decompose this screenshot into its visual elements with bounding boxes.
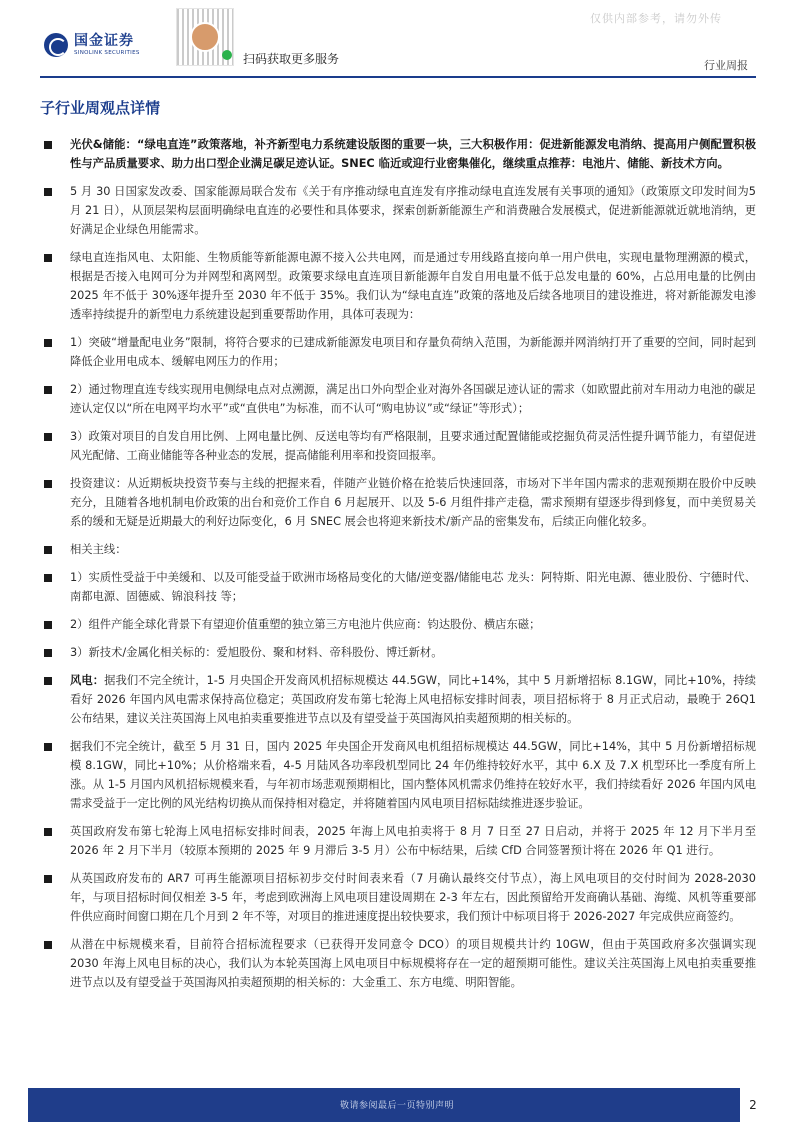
bullet-icon bbox=[44, 743, 52, 751]
paragraph bbox=[44, 182, 756, 239]
logo-en: SINOLINK SECURITIES bbox=[74, 50, 140, 56]
bullet-icon bbox=[44, 574, 52, 582]
paragraph-summary-solar bbox=[44, 135, 756, 173]
watermark: 仅供内部参考，请勿外传 bbox=[590, 12, 722, 25]
paragraph bbox=[44, 935, 756, 992]
bullet-icon bbox=[44, 649, 52, 657]
paragraph-text: 2）通过物理直连专线实现用电侧绿电点对点溯源，满足出口外向型企业对海外各国碳足迹认证的需求（如欧盟此前对车用动力电池的碳足迹认定仅以“所在电网平均水平”或“直供电”为标准，而不认可“购电协议”或“绿证”等形式）； bbox=[70, 383, 756, 415]
paragraph bbox=[44, 427, 756, 465]
paragraph-text: 1）实质性受益于中美缓和、以及可能受益于欧洲市场格局变化的大储/逆变器/储能电芯 龙头：阿特斯、阳光电源、德业股份、宁德时代、南都电源、固德威、锦浪科技 等； bbox=[70, 571, 756, 603]
paragraph-text: 3）新技术/金属化相关标的：爱旭股份、聚和材料、帝科股份、博迁新材。 bbox=[70, 646, 443, 659]
paragraph bbox=[44, 540, 756, 559]
paragraph-text: 5 月 30 日国家发改委、国家能源局联合发布《关于有序推动绿电直连发有序推动绿电直连发展有关事项的通知》（政策原文印发时间为5 月 21 日），从顶层架构层面明确绿电直连的必要性和具体要求，探索创新新能源生产和消费融合发展模式，促进新能源就近就地消纳，更好满足企业绿色用能需求。 bbox=[70, 185, 756, 236]
bullet-icon bbox=[44, 433, 52, 441]
bullet-icon bbox=[44, 386, 52, 394]
bullet-icon bbox=[44, 339, 52, 347]
paragraph-summary-wind bbox=[44, 671, 756, 728]
paragraph-text: 3）政策对项目的自发自用比例、上网电量比例、反送电等均有严格限制，且要求通过配置储能或挖掘负荷灵活性提升调节能力，有望促进风光配储、工商业储能等各种业态的发展，提高储能利用率和投资回报率。 bbox=[70, 430, 756, 462]
paragraph-text: 光伏&储能：“绿电直连”政策落地，补齐新型电力系统建设版图的重要一块，三大积极作用：促进新能源发电消纳、提高用户侧配置积极性与产品质量要求、助力出口型企业满足碳足迹认证。SNEC 临近或迎行业密集催化，继续重点推荐：电池片、储能、新技术方向。 bbox=[70, 138, 756, 170]
paragraph-text: 2）组件产能全球化背景下有望迎价值重塑的独立第三方电池片供应商：钧达股份、横店东磁； bbox=[70, 618, 541, 631]
bullet-icon bbox=[44, 480, 52, 488]
page-footer bbox=[28, 1088, 766, 1122]
paragraph-text: 英国政府发布第七轮海上风电招标安排时间表，2025 年海上风电拍卖将于 8 月 7 日至 27 日启动，并将于 2025 年 12 月下半月至 2026 年 2 月下半月（较原本预期的 2025 年 9 月滞后 3-5 月）公布中标结果，后续 CfD 合同签署预计将在 2026 年 Q1 进行。 bbox=[70, 825, 756, 857]
bullet-icon bbox=[44, 254, 52, 262]
company-logo bbox=[44, 33, 140, 57]
header-divider bbox=[40, 76, 756, 78]
paragraph-text: 绿电直连指风电、太阳能、生物质能等新能源电源不接入公共电网，而是通过专用线路直接向单一用户供电，实现电量物理溯源的模式，根据是否接入电网可分为并网型和离网型。政策要求绿电直连项目新能源年自发自用电量不低于总发电量的 60%，占总用电量的比例由 2025 年不低于 30%逐年提升至 2030 年不低于 35%。我们认为“绿电直连”政策的落地及后续各地项目的建设推进，将对新能源发电渗透率持续提升的新型电力系统建设起到重要帮助作用，具体可表现为： bbox=[70, 251, 756, 321]
paragraph-text: 相关主线： bbox=[70, 543, 127, 556]
bullet-icon bbox=[44, 621, 52, 629]
qr-seal-icon bbox=[190, 22, 220, 52]
paragraph bbox=[44, 615, 756, 634]
paragraph bbox=[44, 248, 756, 324]
paragraph bbox=[44, 643, 756, 662]
wechat-dot-icon bbox=[222, 50, 232, 60]
logo-text bbox=[74, 33, 140, 57]
page-header bbox=[0, 0, 794, 74]
bullet-icon bbox=[44, 677, 52, 685]
paragraph bbox=[44, 822, 756, 860]
paragraph bbox=[44, 568, 756, 606]
bullet-icon bbox=[44, 188, 52, 196]
paragraph bbox=[44, 333, 756, 371]
page-number: 2 bbox=[740, 1088, 766, 1122]
logo-cn: 国金证券 bbox=[74, 33, 134, 49]
scan-text: 扫码获取更多服务 bbox=[243, 52, 340, 66]
bullet-icon bbox=[44, 828, 52, 836]
paragraph bbox=[44, 737, 756, 813]
paragraph-lead: 风电： bbox=[70, 674, 105, 687]
paragraph-text: 从潜在中标规模来看，目前符合招标流程要求（已获得开发同意令 DCO）的项目规模共计约 10GW，但由于英国政府多次强调实现 2030 年海上风电目标的决心，我们认为本轮英国海上风电项目中标规模将存在一定的超预期可能性。建议关注英国海上风电拍卖重要推进节点以及有望受益于英国海风拍卖超预期的相关标的：大金重工、东方电缆、明阳智能。 bbox=[70, 938, 756, 989]
paragraph-text: 据我们不完全统计，截至 5 月 31 日，国内 2025 年央国企开发商风电机组招标规模达 44.5GW，同比+14%，其中 5 月份新增招标规模 8.1GW，同比+10%；从价格端来看，4-5 月陆风各功率段机型同比 24 年仍维持较好水平，其中 6.X 及 7.X 机型环比一季度有所上涨。从 1-5 月国内风机招标规模来看，与年初市场悲观预期相比，国内整体风机需求仍维持在较好水平，我们持续看好 2026 年国内风电需求受益于一定比例的风光结构切换从而保持相对稳定，并将随着国内风电项目招标陆续推进逐步验证。 bbox=[70, 740, 756, 810]
logo-mark-icon bbox=[44, 33, 68, 57]
bullet-icon bbox=[44, 875, 52, 883]
paragraph bbox=[44, 474, 756, 531]
paragraph-text: 投资建议：从近期板块投资节奏与主线的把握来看，伴随产业链价格在抢装后快速回落，市场对下半年国内需求的悲观预期在股价中反映充分，且随着各地机制电价政策的出台和竞价工作自 6 月起展开、以及 5-6 月组件排产走稳，需求预期有望逐步得到修复，而中美贸易关系的缓和无疑是近期最大的利好边际变化，6 月 SNEC 展会也将迎来新技术/新产品的密集发布，后续正向催化较多。 bbox=[70, 477, 756, 528]
paragraph-text: 从英国政府发布的 AR7 可再生能源项目招标初步交付时间表来看（7 月确认最终交付节点），海上风电项目的交付时间为 2028-2030 年，与项目招标时间仅相差 3-5 年，考虑到欧洲海上风电项目建设周期在 2-3 年左右，因此预留给开发商确认基础、海缆、风机等重要部件供应商时间窗口期在几个月到 2 年不等，对项目的推进速度提出较快要求，我们预计中标项目将于 2026-2027 年完成供应商签约。 bbox=[70, 872, 756, 923]
footer-disclaimer[interactable]: 敬请参阅最后一页特别声明 bbox=[339, 1101, 454, 1111]
paragraph-text: 1）突破“增量配电业务”限制，将符合要求的已建成新能源发电项目和存量负荷纳入范围，为新能源并网消纳打开了重要的空间，同时起到降低企业用电成本、缓解电网压力的作用； bbox=[70, 336, 756, 368]
bullet-icon bbox=[44, 546, 52, 554]
paragraph bbox=[44, 869, 756, 926]
section-title: 子行业周观点详情 bbox=[40, 99, 161, 117]
report-type: 行业周报 bbox=[704, 59, 748, 72]
bullet-icon bbox=[44, 141, 52, 149]
paragraph bbox=[44, 380, 756, 418]
bullet-icon bbox=[44, 941, 52, 949]
paragraph-text: 据我们不完全统计，1-5 月央国企开发商风机招标规模达 44.5GW，同比+14%，其中 5 月新增招标 8.1GW，同比+10%，持续看好 2026 年国内风电需求保持高位稳定；英国政府发布第七轮海上风电招标安排时间表，项目招标将于 8 月正式启动，最晚于 26Q1 公布结果，建议关注英国海上风电拍卖重要推进节点以及有望受益于英国海风拍卖超预期的相关标的。 bbox=[70, 674, 756, 725]
content-body bbox=[44, 135, 756, 1001]
